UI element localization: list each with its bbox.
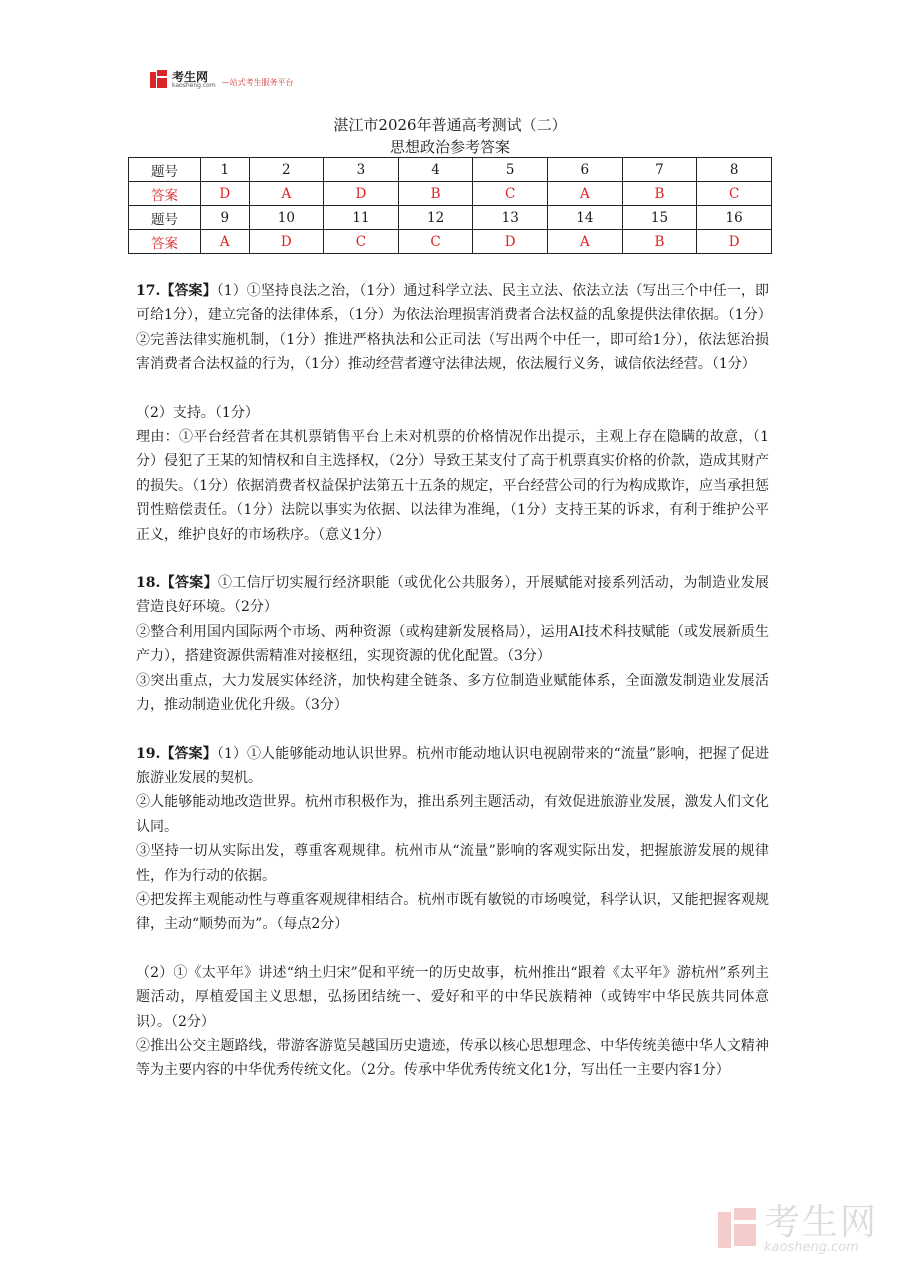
q17-p4: 理由：①平台经营者在其机票销售平台上未对机票的价格情况作出提示，主观上存在隐瞒的故意，（1分）侵犯了王某的知情权和自主选择权，（2分）导致王某支付了高于机票真实价格的价款，造成其财产的损失。（1分）依据消费者权益保护法第五十五条的规定，平台经营公司的行为构成欺诈，应当承担惩罚性赔偿责任。（1分）法院以事实为依据、以法律为准绳，（1分）支持王某的诉求，有利于维护公平正义，维护良好的市场秩序。（意义1分） bbox=[136, 429, 769, 543]
answer-cell: D bbox=[249, 230, 324, 254]
logo-domain: kaosheng.com bbox=[172, 82, 216, 89]
row-label-answer: 答案 bbox=[129, 182, 201, 206]
answer-content bbox=[136, 279, 772, 1083]
q17-p1: （1）①坚持良法之治，（1分）通过科学立法、民主立法、依法立法（写出三个中任一，即可给1分），建立完备的法律体系，（1分）为依法治理损害消费者合法权益的乱象提供法律依据。（1分） bbox=[136, 283, 772, 324]
question-number-cell: 8 bbox=[697, 158, 772, 182]
site-logo bbox=[150, 70, 294, 90]
question-number-cell: 16 bbox=[697, 206, 772, 230]
question-number-cell: 4 bbox=[398, 158, 473, 182]
answer-cell: B bbox=[622, 182, 697, 206]
answer-row bbox=[129, 230, 772, 254]
q17-p2: ②完善法律实施机制，（1分）推进严格执法和公正司法（写出两个中任一，即可给1分），依法惩治损害消费者合法权益的行为，（1分）推动经营者遵守法律法规，依法履行义务，诚信依法经营。（1分） bbox=[136, 331, 769, 373]
answer-cell: A bbox=[249, 182, 324, 206]
answer-cell: D bbox=[473, 230, 548, 254]
page-subtitle: 思想政治参考答案 bbox=[389, 138, 510, 156]
question-number-cell: 2 bbox=[249, 158, 324, 182]
question-number-cell: 6 bbox=[548, 158, 623, 182]
q17-p3: （2）支持。（1分） bbox=[136, 404, 259, 421]
question-number-cell: 10 bbox=[249, 206, 324, 230]
answer-cell: A bbox=[548, 182, 623, 206]
question-number-cell: 15 bbox=[622, 206, 697, 230]
question-number-cell: 7 bbox=[622, 158, 697, 182]
q19-p6: ②推出公交主题路线，带游客游览吴越国历史遗迹，传承以核心思想理念、中华传统美德中华人文精神等为主要内容的中华优秀传统文化。（2分。传承中华优秀传统文化1分，写出任一主要内容1分） bbox=[136, 1037, 769, 1079]
answer-table bbox=[128, 157, 772, 254]
q17-heading: 17.【答案】 bbox=[136, 283, 217, 299]
row-label-question: 题号 bbox=[129, 206, 201, 230]
row-label-answer: 答案 bbox=[129, 230, 201, 254]
question-number-cell: 3 bbox=[324, 158, 399, 182]
question-number-cell: 9 bbox=[201, 206, 250, 230]
q19-p1: （1）①人能够能动地认识世界。杭州市能动地认识电视剧带来的“流量”影响，把握了促进旅游业发展的契机。 bbox=[136, 745, 769, 786]
watermark bbox=[718, 1202, 879, 1255]
answer-cell: C bbox=[473, 182, 548, 206]
logo-slogan: —站式考生服务平台 bbox=[221, 77, 294, 87]
q18-heading: 18.【答案】 bbox=[136, 575, 218, 592]
answer-cell: D bbox=[697, 230, 772, 254]
answer-cell: D bbox=[324, 182, 399, 206]
q18-part1 bbox=[136, 571, 769, 620]
answer-row bbox=[129, 182, 772, 206]
answer-cell: C bbox=[697, 182, 772, 206]
answer-cell: C bbox=[324, 230, 399, 254]
question-number-row bbox=[129, 206, 772, 230]
q18-p2: ②整合利用国内国际两个市场、两种资源（或构建新发展格局），运用AI技术科技赋能（或发展新质生产力），搭建资源供需精准对接枢纽，实现资源的优化配置。（3分） bbox=[136, 623, 769, 665]
question-number-cell: 14 bbox=[548, 206, 623, 230]
question-number-cell: 12 bbox=[398, 206, 473, 230]
q19-heading: 19.【答案】 bbox=[136, 745, 217, 762]
q19-p4: ④把发挥主观能动性与尊重客观规律相结合。杭州市既有敏锐的市场嗅觉，科学认识，又能把握客观规律，主动“顺势而为”。（每点2分） bbox=[136, 891, 769, 933]
logo-name: 考生网 bbox=[172, 70, 209, 84]
row-label-question: 题号 bbox=[129, 158, 201, 182]
q17-part1 bbox=[136, 279, 772, 328]
question-number-cell: 11 bbox=[324, 206, 399, 230]
answer-cell: B bbox=[622, 230, 697, 254]
watermark-name: 考生网 bbox=[764, 1202, 879, 1243]
watermark-logo-icon bbox=[718, 1208, 758, 1252]
answer-cell: A bbox=[201, 230, 250, 254]
q19-p5: （2）①《太平年》讲述“纳土归宋”促和平统一的历史故事，杭州推出“跟着《太平年》游杭州”系列主题活动，厚植爱国主义思想，弘扬团结统一、爱好和平的中华民族精神（或铸牢中华民族共同体意识）。（2分） bbox=[136, 964, 769, 1030]
question-number-cell: 1 bbox=[201, 158, 250, 182]
q19-p2: ②人能够能动地改造世界。杭州市积极作为，推出系列主题活动，有效促进旅游业发展，激发人们文化认同。 bbox=[136, 794, 769, 835]
q19-part1 bbox=[136, 742, 769, 791]
answer-cell: D bbox=[201, 182, 250, 206]
answer-cell: A bbox=[548, 230, 623, 254]
question-number-cell: 13 bbox=[473, 206, 548, 230]
answer-cell: C bbox=[398, 230, 473, 254]
answer-cell: B bbox=[398, 182, 473, 206]
q18-p1: ①工信厅切实履行经济职能（或优化公共服务），开展赋能对接系列活动，为制造业发展营造良好环境。（2分） bbox=[136, 575, 770, 616]
question-number-cell: 5 bbox=[473, 158, 548, 182]
q19-p3: ③坚持一切从实际出发，尊重客观规律。杭州市从“流量”影响的客观实际出发，把握旅游发展的规律性，作为行动的依据。 bbox=[136, 843, 769, 884]
q18-p3: ③突出重点，大力发展实体经济，加快构建全链条、多方位制造业赋能体系，全面激发制造业发展活力，推动制造业优化升级。（3分） bbox=[136, 672, 769, 714]
page-title: 湛江市2026年普通高考测试（二） bbox=[333, 116, 567, 134]
question-number-row bbox=[129, 158, 772, 182]
watermark-url: kaosheng.com bbox=[764, 1240, 859, 1255]
logo-mark-icon bbox=[150, 70, 168, 90]
